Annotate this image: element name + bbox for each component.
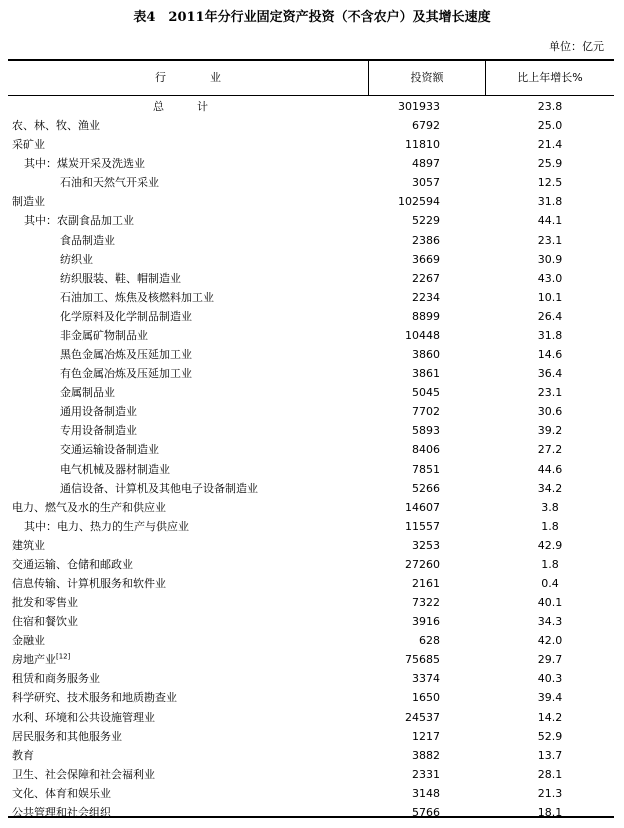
industry-label: 批发和零售业 <box>12 596 78 610</box>
investment-value: 4897 <box>412 157 440 171</box>
table-row <box>8 231 614 250</box>
industry-label: 农、林、牧、渔业 <box>12 119 100 133</box>
investment-value: 5229 <box>412 214 440 228</box>
table-row <box>8 269 614 288</box>
growth-value: 12.5 <box>537 176 563 190</box>
growth-value: 1.8 <box>541 519 559 533</box>
investment-value: 3253 <box>412 538 440 552</box>
industry-label: 电气机械及器材制造业 <box>60 462 170 476</box>
table-row <box>8 517 614 536</box>
industry-label: 电力、燃气及水的生产和供应业 <box>12 500 166 514</box>
table-row <box>8 536 614 555</box>
investment-value: 7322 <box>412 596 440 610</box>
investment-value: 3882 <box>412 748 440 762</box>
investment-value: 2234 <box>412 290 440 304</box>
industry-label: 建筑业 <box>12 538 45 552</box>
growth-value: 34.3 <box>537 615 563 629</box>
investment-value: 7851 <box>412 462 440 476</box>
growth-value: 21.3 <box>537 786 563 800</box>
investment-value: 11557 <box>405 519 440 533</box>
growth-value: 42.9 <box>537 538 563 552</box>
industry-label: 通用设备制造业 <box>60 405 137 419</box>
investment-value: 11810 <box>405 138 440 152</box>
investment-value: 5045 <box>412 386 440 400</box>
investment-value: 3374 <box>412 672 440 686</box>
table-title: 表4 2011年分行业固定资产投资（不含农户）及其增长速度 <box>133 10 491 25</box>
growth-value: 44.1 <box>537 214 563 228</box>
investment-value: 301933 <box>398 100 440 113</box>
footnote-ref: [12] <box>56 652 71 661</box>
investment-value: 5893 <box>412 424 440 438</box>
investment-value: 6792 <box>412 119 440 133</box>
growth-value: 26.4 <box>537 309 563 323</box>
industry-label: 纺织服装、鞋、帽制造业 <box>60 271 181 285</box>
growth-value: 13.7 <box>537 748 563 762</box>
investment-value: 1217 <box>412 729 440 743</box>
growth-value: 31.8 <box>537 328 563 342</box>
industry-label: 其中：农副食品加工业 <box>24 214 134 228</box>
industry-label: 金属制品业 <box>60 386 115 400</box>
table-row <box>8 288 614 307</box>
unit-label: 单位：亿元 <box>549 40 604 53</box>
industry-label: 居民服务和其他服务业 <box>12 729 122 743</box>
table-row <box>8 116 614 135</box>
growth-value: 14.2 <box>537 710 563 724</box>
industry-label: 黑色金属冶炼及压延加工业 <box>60 348 192 362</box>
investment-value: 14607 <box>405 500 440 514</box>
growth-value: 29.7 <box>537 653 563 667</box>
investment-value: 3148 <box>412 786 440 800</box>
growth-value: 30.9 <box>537 252 563 266</box>
investment-value: 2331 <box>412 767 440 781</box>
growth-value: 43.0 <box>537 271 563 285</box>
investment-value: 3057 <box>412 176 440 190</box>
table-row <box>8 612 614 631</box>
growth-value: 25.0 <box>537 119 563 133</box>
growth-value: 27.2 <box>537 443 563 457</box>
investment-value: 8406 <box>412 443 440 457</box>
growth-value: 42.0 <box>537 634 563 648</box>
table-row <box>8 555 614 574</box>
table-row <box>8 479 614 498</box>
table-row <box>8 765 614 784</box>
table-row <box>8 421 614 440</box>
growth-value: 28.1 <box>537 767 563 781</box>
growth-value: 39.4 <box>537 691 563 705</box>
table-row <box>8 192 614 211</box>
industry-label: 制造业 <box>12 195 45 209</box>
industry-label: 教育 <box>12 748 34 762</box>
growth-value: 3.8 <box>541 500 559 514</box>
growth-value: 40.1 <box>537 596 563 610</box>
table-row <box>8 250 614 269</box>
industry-label: 科学研究、技术服务和地质勘查业 <box>12 691 177 705</box>
industry-label: 非金属矿物制品业 <box>60 328 148 342</box>
growth-value: 44.6 <box>537 462 563 476</box>
table-row <box>8 803 614 822</box>
growth-value: 52.9 <box>537 729 563 743</box>
industry-label: 房地产业[12] <box>12 652 71 667</box>
investment-value: 5266 <box>412 481 440 495</box>
industry-label: 水利、环境和公共设施管理业 <box>12 710 155 724</box>
table-row <box>8 97 614 116</box>
table-row <box>8 574 614 593</box>
industry-label: 公共管理和社会组织 <box>12 805 111 819</box>
industry-label: 纺织业 <box>60 252 93 266</box>
investment-value: 3916 <box>412 615 440 629</box>
table-row <box>8 154 614 173</box>
industry-label: 交通运输设备制造业 <box>60 443 159 457</box>
table-row <box>8 593 614 612</box>
investment-value: 628 <box>419 634 440 648</box>
table-row <box>8 746 614 765</box>
industry-label: 采矿业 <box>12 138 45 152</box>
investment-value: 2161 <box>412 577 440 590</box>
growth-value: 18.1 <box>537 805 563 819</box>
table-row <box>8 326 614 345</box>
industry-label: 总 计 <box>153 100 208 113</box>
growth-value: 36.4 <box>537 367 563 381</box>
investment-value: 2267 <box>412 271 440 285</box>
growth-value: 40.3 <box>537 672 563 686</box>
industry-label: 住宿和餐饮业 <box>12 615 78 629</box>
industry-label: 其中：电力、热力的生产与供应业 <box>24 519 189 533</box>
industry-label: 食品制造业 <box>60 233 115 247</box>
table-row <box>8 211 614 230</box>
table-row <box>8 364 614 383</box>
industry-label: 通信设备、计算机及其他电子设备制造业 <box>60 481 258 495</box>
industry-label: 文化、体育和娱乐业 <box>12 786 111 800</box>
table-row <box>8 440 614 459</box>
growth-value: 1.8 <box>541 557 559 571</box>
investment-value: 8899 <box>412 309 440 323</box>
investment-value: 10448 <box>405 328 440 342</box>
table-row <box>8 688 614 707</box>
table-row <box>8 460 614 479</box>
table-row <box>8 345 614 364</box>
table-row <box>8 307 614 326</box>
industry-label: 石油和天然气开采业 <box>60 176 159 190</box>
investment-value: 7702 <box>412 405 440 419</box>
growth-value: 21.4 <box>537 138 563 152</box>
industry-label: 化学原料及化学制品制造业 <box>60 309 192 323</box>
industry-label: 有色金属冶炼及压延加工业 <box>60 367 192 381</box>
table-row <box>8 402 614 421</box>
growth-value: 25.9 <box>537 157 563 171</box>
industry-label: 租赁和商务服务业 <box>12 672 100 686</box>
investment-value: 2386 <box>412 233 440 247</box>
table-row <box>8 135 614 154</box>
investment-value: 24537 <box>405 710 440 724</box>
investment-value: 102594 <box>398 195 440 209</box>
header-investment: 投资额 <box>410 71 444 84</box>
investment-value: 1650 <box>412 691 440 705</box>
table-row <box>8 727 614 746</box>
industry-label: 信息传输、计算机服务和软件业 <box>12 577 166 590</box>
investment-value: 3860 <box>412 348 440 362</box>
table-row <box>8 498 614 517</box>
industry-label: 专用设备制造业 <box>60 424 137 438</box>
investment-value: 3669 <box>412 252 440 266</box>
investment-value: 3861 <box>412 367 440 381</box>
table-row <box>8 631 614 650</box>
industry-label: 金融业 <box>12 634 45 648</box>
growth-value: 14.6 <box>537 348 563 362</box>
growth-value: 30.6 <box>537 405 563 419</box>
growth-value: 10.1 <box>537 290 563 304</box>
investment-value: 5766 <box>412 805 440 819</box>
table-row <box>8 383 614 402</box>
growth-value: 23.1 <box>537 386 563 400</box>
investment-value: 27260 <box>405 557 440 571</box>
header-industry: 行 业 <box>155 71 221 84</box>
header-bottom-rule <box>8 95 614 96</box>
growth-value: 39.2 <box>537 424 563 438</box>
table-row <box>8 784 614 803</box>
industry-label: 卫生、社会保障和社会福利业 <box>12 767 155 781</box>
industry-label: 石油加工、炼焦及核燃料加工业 <box>60 290 214 304</box>
table-row <box>8 650 614 669</box>
industry-label: 其中：煤炭开采及洗选业 <box>24 157 145 171</box>
growth-value: 31.8 <box>537 195 563 209</box>
table-row <box>8 669 614 688</box>
growth-value: 23.8 <box>537 100 563 113</box>
header-growth: 比上年增长% <box>517 71 583 84</box>
table-row <box>8 173 614 192</box>
growth-value: 0.4 <box>541 577 559 590</box>
industry-label: 交通运输、仓储和邮政业 <box>12 557 133 571</box>
table-row <box>8 708 614 727</box>
growth-value: 23.1 <box>537 233 563 247</box>
investment-value: 75685 <box>405 653 440 667</box>
growth-value: 34.2 <box>537 481 563 495</box>
